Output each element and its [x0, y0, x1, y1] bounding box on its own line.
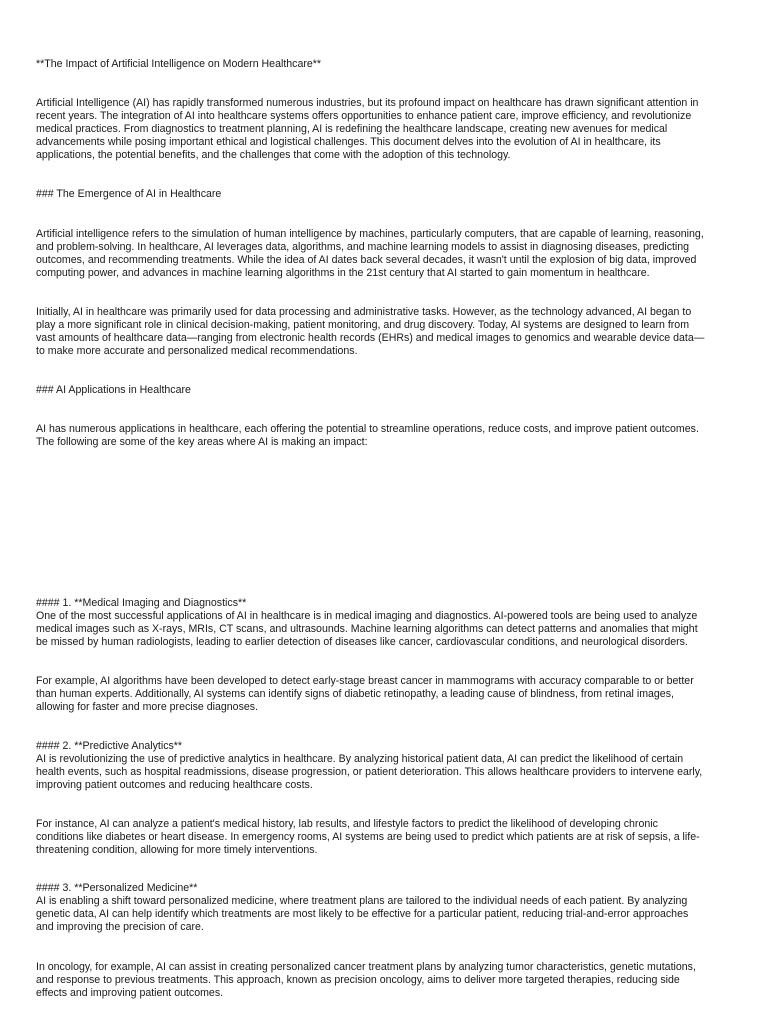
section-heading-applications: ### AI Applications in Healthcare	[36, 384, 191, 396]
document-title: **The Impact of Artificial Intelligence on Modern Healthcare**	[36, 58, 322, 70]
text-line: Initially, AI in healthcare was primarily used for data processing and administrative tasks. However, as the technology advanced, AI began to	[36, 306, 692, 318]
text-line: and problem-solving. In healthcare, AI leverages data, algorithms, and machine learning models to assist in diagnosing diseases, predicting	[36, 241, 690, 253]
text-line: improving patient outcomes and reducing healthcare costs.	[36, 779, 313, 791]
personalized-paragraph-1	[36, 895, 732, 934]
text-line: Artificial intelligence refers to the simulation of human intelligence by machines, particularly computers, that are capable of learning, reasoning,	[36, 228, 704, 240]
text-line: than human experts. Additionally, AI systems can identify signs of diabetic retinopathy, a leading cause of blindness, from retinal images,	[36, 688, 674, 700]
emergence-paragraph-1	[36, 228, 732, 280]
personalized-paragraph-2	[36, 961, 732, 1000]
text-line: For example, AI algorithms have been developed to detect early-stage breast cancer in mammograms with accuracy comparable to or better	[36, 675, 694, 687]
text-line: genetic data, AI can help identify which treatments are most likely to be effective for a particular patient, reducing trial-and-error approaches	[36, 908, 689, 920]
text-line: allowing for faster and more precise diagnoses.	[36, 701, 258, 713]
text-line: For instance, AI can analyze a patient's medical history, lab results, and lifestyle factors to predict the likelihood of developing chronic	[36, 818, 658, 830]
text-line: effects and improving patient outcomes.	[36, 987, 224, 999]
text-line: advancements while posing important ethical and logistical challenges. This document delves into the evolution of AI in healthcare, its	[36, 136, 661, 148]
text-line: to make more accurate and personalized medical recommendations.	[36, 345, 358, 357]
imaging-paragraph-2	[36, 675, 732, 714]
subsection-heading-predictive: #### 2. **Predictive Analytics**	[36, 740, 183, 752]
predictive-paragraph-1	[36, 753, 732, 792]
text-line: AI is revolutionizing the use of predictive analytics in healthcare. By analyzing historical patient data, AI can predict the likelihood of certain	[36, 753, 684, 765]
text-line: threatening condition, allowing for more timely interventions.	[36, 844, 318, 856]
text-line: AI is enabling a shift toward personalized medicine, where treatment plans are tailored to the individual needs of each patient. By analyzing	[36, 895, 688, 907]
text-line: AI has numerous applications in healthcare, each offering the potential to streamline operations, reduce costs, and improve patient outcomes.	[36, 423, 699, 435]
emergence-paragraph-2	[36, 306, 732, 358]
text-line: The following are some of the key areas where AI is making an impact:	[36, 436, 368, 448]
text-line: recent years. The integration of AI into healthcare systems offers opportunities to enhance patient care, improve efficiency, and revolutionize	[36, 110, 692, 122]
section-heading-emergence: ### The Emergence of AI in Healthcare	[36, 188, 222, 200]
subsection-heading-personalized: #### 3. **Personalized Medicine**	[36, 882, 198, 894]
text-line: In oncology, for example, AI can assist in creating personalized cancer treatment plans by analyzing tumor characteristics, genetic mutations,	[36, 961, 696, 973]
text-line: Artificial Intelligence (AI) has rapidly transformed numerous industries, but its profound impact on healthcare has drawn significant attention in	[36, 97, 699, 109]
text-line: applications, the potential benefits, and the challenges that come with the adoption of this technology.	[36, 149, 511, 161]
text-line: One of the most successful applications of AI in healthcare is in medical imaging and diagnostics. AI-powered tools are being used to analyze	[36, 610, 698, 622]
predictive-paragraph-2	[36, 818, 732, 857]
text-line: play a more significant role in clinical decision-making, patient monitoring, and drug discovery. Today, AI systems are designed to learn from	[36, 319, 690, 331]
text-line: be missed by human radiologists, leading to earlier detection of diseases like cancer, cardiovascular conditions, and neurological disorders.	[36, 636, 688, 648]
text-line: and response to previous treatments. This approach, known as precision oncology, aims to deliver more targeted therapies, reducing side	[36, 974, 680, 986]
intro-paragraph	[36, 97, 732, 162]
subsection-heading-imaging: #### 1. **Medical Imaging and Diagnostics**	[36, 597, 247, 609]
text-line: medical practices. From diagnostics to treatment planning, AI is redefining the healthcare landscape, creating new avenues for medical	[36, 123, 668, 135]
text-line: computing power, and advances in machine learning algorithms in the 21st century that AI started to gain momentum in healthcare.	[36, 267, 650, 279]
text-line: outcomes, and recommending treatments. While the idea of AI dates back several decades, it wasn't until the explosion of big data, improved	[36, 254, 697, 266]
text-line: conditions like diabetes or heart disease. In emergency rooms, AI systems are being used to predict which patients are at risk of sepsis, a life-	[36, 831, 700, 843]
text-line: medical images such as X-rays, MRIs, CT scans, and ultrasounds. Machine learning algorithms can detect patterns and anomalies that might	[36, 623, 698, 635]
text-line: and improving the precision of care.	[36, 921, 204, 933]
imaging-paragraph-1	[36, 610, 732, 649]
text-line: health events, such as hospital readmissions, disease progression, or patient deterioration. This allows healthcare providers to intervene early,	[36, 766, 703, 778]
text-line: vast amounts of healthcare data—ranging from electronic health records (EHRs) and medical images to genomics and wearable device data—	[36, 332, 705, 344]
applications-paragraph-1	[36, 423, 732, 449]
